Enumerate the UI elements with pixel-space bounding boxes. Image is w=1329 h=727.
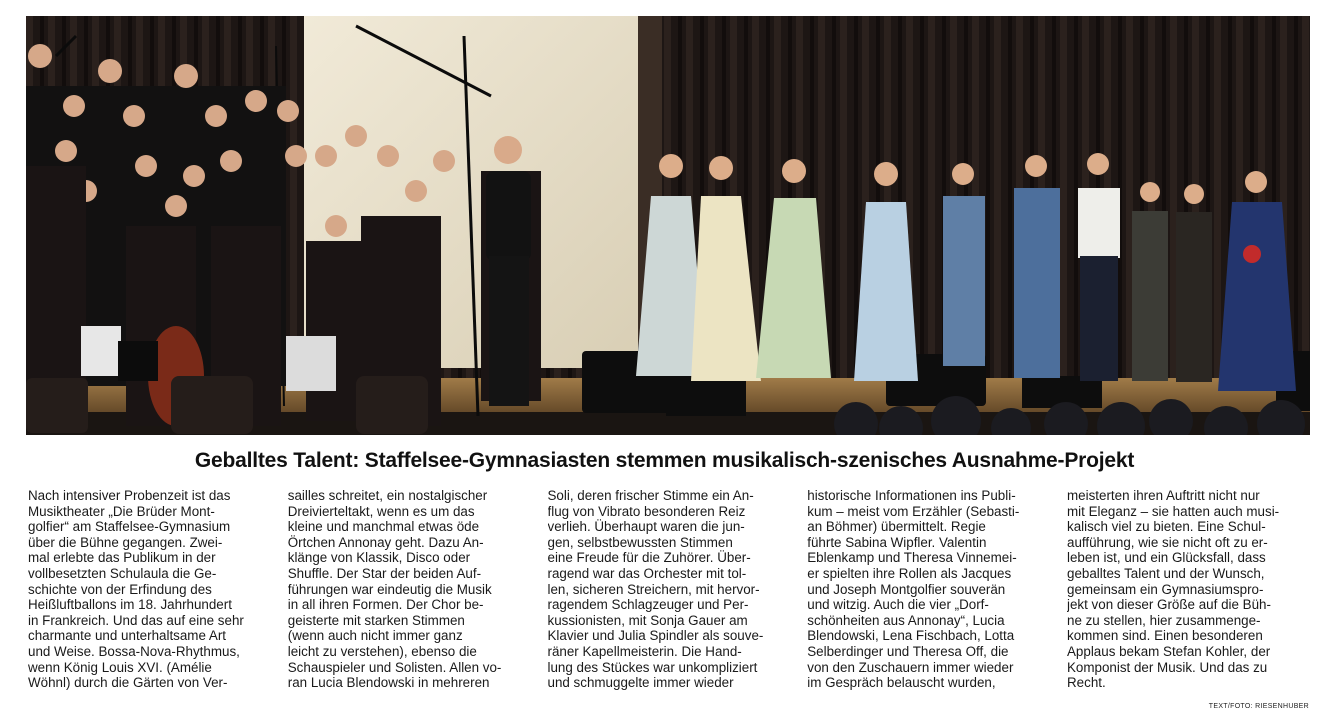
stage-photo-illustration bbox=[26, 16, 1310, 435]
article-headline: Geballtes Talent: Staffelsee-Gymnasiasten stemmen musikalisch-szenisches Ausnahme-Projekt bbox=[194, 449, 1135, 472]
stage-photo bbox=[26, 16, 1310, 435]
article-body bbox=[28, 488, 1310, 718]
article-column-5: meisterten ihren Auftritt nicht nur mit Eleganz – sie hatten auch musi- kalisch viel zu bieten. Eine Schul- aufführung, wie sie nicht oft zu er- leben ist, und ein Glücksfall, dass geballtes Talent und der Wunsch, gemeinsam ein Gymnasiumspro- jekt von dieser Größe auf die Büh- ne zu stellen, hier zusammenge- kommen sind. Einen besonderen Applaus bekam Stefan Kohler, der Komponist der Musik. Und das zu Recht. bbox=[1067, 488, 1280, 691]
article-column-3: Soli, deren frischer Stimme ein An- flug von Vibrato besonderen Reiz verlieh. Überhaupt waren die jun- gen, selbstbewussten Stimmen eine Freude für die Zuhörer. Über- ragend war das Orchester mit tol- len, sicheren Streichern, mit hervor- ragendem Schlagzeuger und Per- kussionisten, mit Sonja Gauer am Klavier und Julia Spindler als souve- räner Kapellmeisterin. Die Hand- lung des Stückes war unkompliziert und schmuggelte immer wieder bbox=[547, 488, 764, 691]
photo-credit: TEXT/FOTO: RIESENHUBER bbox=[1208, 703, 1309, 710]
article-column-4: historische Informationen ins Publi- kum – meist vom Erzähler (Sebasti- an Böhmer) übermittelt. Regie führte Sabina Wipfler. Valentin Eblenkamp und Theresa Vinnemei- er spielten ihre Rollen als Jacques und Joseph Montgolfier souverän und witzig. Auch die vier „Dorf- schönheiten aus Annonay“, Lucia Blendowski, Lena Fischbach, Lotta Selberdinger und Theresa Off, die von den Zuschauern immer wieder im Gespräch belauscht wurden, bbox=[807, 488, 1020, 691]
soloist bbox=[486, 136, 531, 406]
article-column-2: sailles schreitet, ein nostalgischer Dreivierteltakt, wenn es um das kleine und manchmal etwas öde Örtchen Annonay geht. Dazu An- klänge von Klassik, Disco oder Shuffle. Der Star der beiden Auf- führungen war eindeutig die Musik in all ihren Formen. Der Chor be- geisterte mit starken Stimmen (wenn auch nicht immer ganz leicht zu verstehen), ebenso die Schauspieler und Solisten. Allen vo- ran Lucia Blendowski in mehreren bbox=[287, 488, 502, 691]
article-column-1: Nach intensiver Probenzeit ist das Musiktheater „Die Brüder Mont- golfier“ am Staffelsee-Gymnasium über die Bühne gegangen. Zwei- mal erlebte das Publikum in der vollbesetzten Schulaula die Ge- schichte von der Erfindung des Heißluftballons im 18. Jahrhundert in Frankreich. Und das auf eine sehr charmante und unterhaltsame Art und Weise. Bossa-Nova-Rhythmus, wenn König Louis XVI. (Amélie Wöhnl) durch die Gärten von Ver- bbox=[28, 488, 244, 691]
